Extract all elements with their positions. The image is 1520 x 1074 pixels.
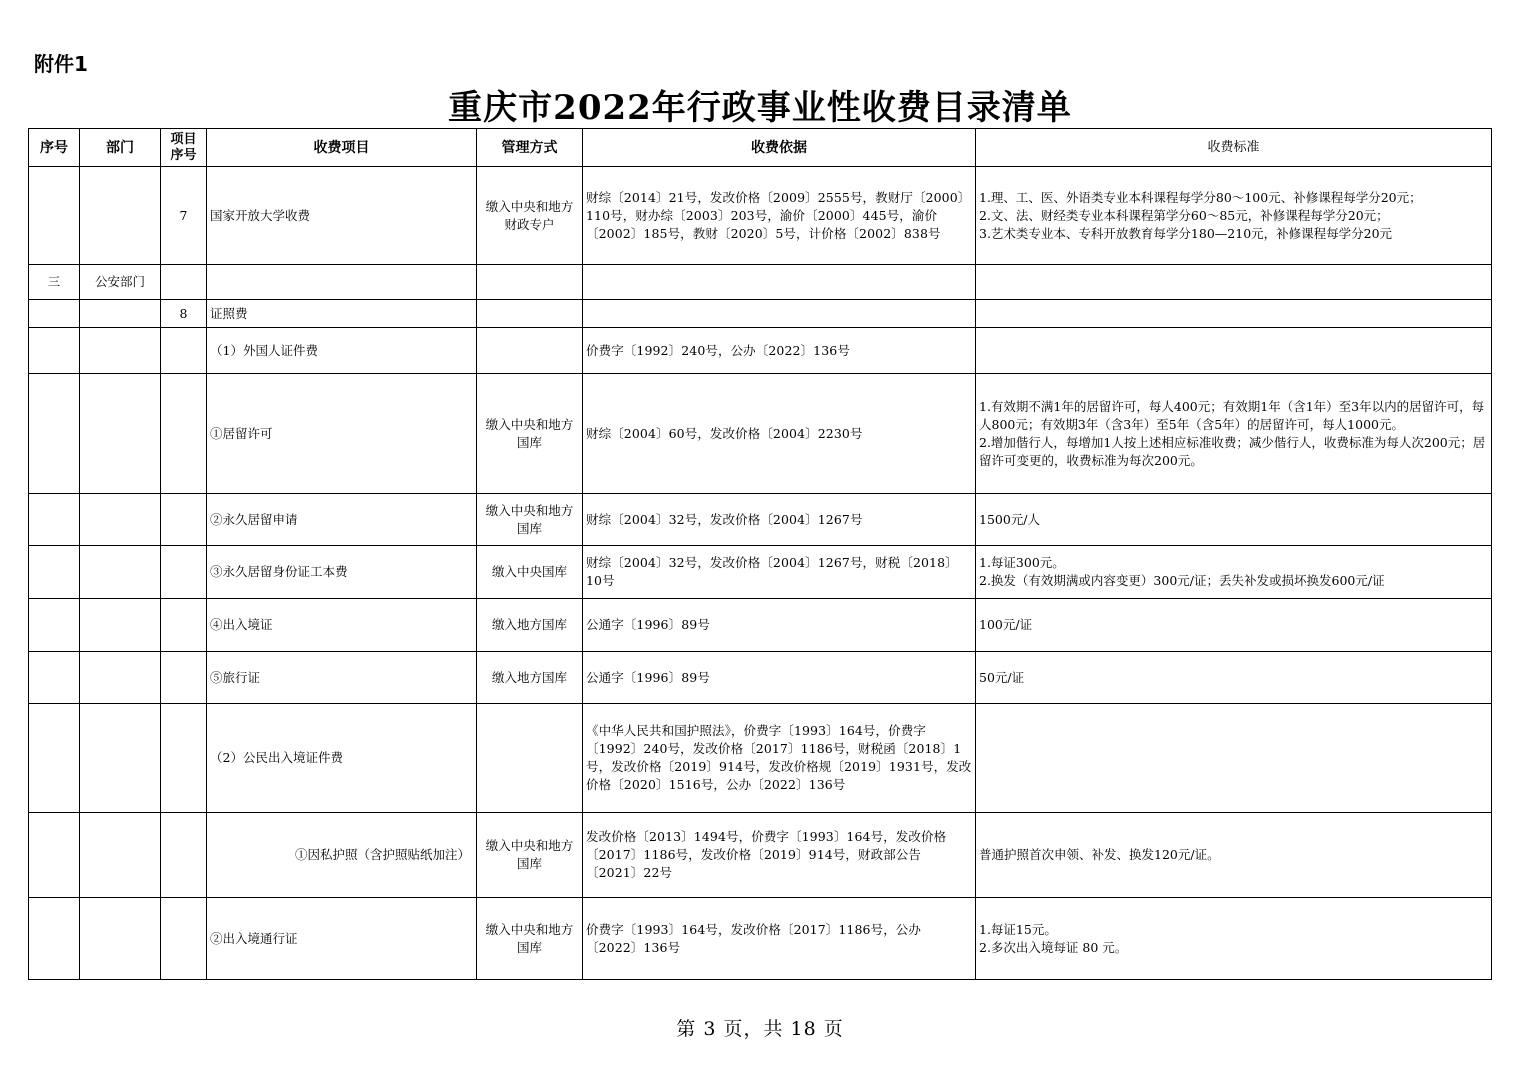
header-basis: 收费依据 [583,129,976,167]
cell-mgmt [477,265,583,300]
table-header-row [29,129,1492,167]
cell-mgmt: 缴入中央和地方国库 [477,813,583,898]
cell-basis: 公通字〔1996〕89号 [583,652,976,704]
cell-standard [976,328,1492,374]
page-footer: 第 3 页，共 18 页 [676,1018,844,1040]
cell-item: 国家开放大学收费 [207,167,477,265]
cell-dept: 公安部门 [80,265,161,300]
cell-item: ②永久居留申请 [207,494,477,546]
table-row [29,813,1492,898]
header-seq: 序号 [29,129,80,167]
cell-standard: 50元/证 [976,652,1492,704]
cell-item-seq: 8 [161,300,207,328]
cell-seq [29,599,80,652]
cell-dept [80,494,161,546]
cell-dept [80,546,161,599]
table-row [29,300,1492,328]
cell-item-seq [161,546,207,599]
cell-basis: 财综〔2014〕21号，发改价格〔2009〕2555号，教财厅〔2000〕110号，财办综〔2003〕203号，渝价〔2000〕445号，渝价〔2002〕185号，教财〔2020〕5号，计价格〔2002〕838号 [583,167,976,265]
cell-seq [29,704,80,813]
cell-seq: 三 [29,265,80,300]
cell-item-seq [161,494,207,546]
cell-item: ①居留许可 [207,374,477,494]
cell-dept [80,599,161,652]
cell-standard [976,265,1492,300]
header-item-seq: 项目 序号 [161,129,207,167]
cell-seq [29,167,80,265]
cell-seq [29,652,80,704]
cell-item-seq: 7 [161,167,207,265]
cell-standard [976,704,1492,813]
cell-dept [80,898,161,980]
cell-item: 证照费 [207,300,477,328]
cell-seq [29,546,80,599]
cell-item-seq [161,265,207,300]
cell-standard: 1.有效期不满1年的居留许可，每人400元；有效期1年（含1年）至3年以内的居留许可，每人800元；有效期3年（含3年）至5年（含5年）的居留许可，每人1000元。 2.增加偕行人，每增加1人按上述相应标准收费；减少偕行人，收费标准为每人次200元；居留许可变更的，收费标准为每次200元。 [976,374,1492,494]
fee-catalog-table [28,128,1492,980]
cell-basis: 公通字〔1996〕89号 [583,599,976,652]
cell-standard: 1500元/人 [976,494,1492,546]
cell-item-seq [161,813,207,898]
header-standard: 收费标准 [976,129,1492,167]
attachment-label: 附件1 [34,52,88,76]
table-row [29,652,1492,704]
cell-mgmt: 缴入中央和地方财政专户 [477,167,583,265]
cell-item: ③永久居留身份证工本费 [207,546,477,599]
cell-basis [583,300,976,328]
cell-seq [29,374,80,494]
cell-dept [80,652,161,704]
cell-standard: 1.每证15元。 2.多次出入境每证 80 元。 [976,898,1492,980]
cell-basis: 《中华人民共和国护照法》，价费字〔1993〕164号，价费字〔1992〕240号，发改价格〔2017〕1186号，财税函〔2018〕1号，发改价格〔2019〕914号，发改价格规〔2019〕1931号，发改价格〔2020〕1516号，公办〔2022〕136号 [583,704,976,813]
cell-item-seq [161,374,207,494]
header-dept: 部门 [80,129,161,167]
cell-seq [29,813,80,898]
cell-seq [29,494,80,546]
table-row [29,374,1492,494]
cell-mgmt: 缴入中央和地方国库 [477,374,583,494]
table-row [29,599,1492,652]
table-row [29,494,1492,546]
cell-mgmt [477,704,583,813]
table-row [29,546,1492,599]
cell-dept [80,167,161,265]
cell-standard: 1.每证300元。 2.换发（有效期满或内容变更）300元/证；丢失补发或损坏换发600元/证 [976,546,1492,599]
cell-item: ①因私护照（含护照贴纸加注） [207,813,477,898]
cell-item-seq [161,704,207,813]
cell-item-seq [161,328,207,374]
cell-dept [80,300,161,328]
header-mgmt: 管理方式 [477,129,583,167]
cell-basis: 价费字〔1992〕240号，公办〔2022〕136号 [583,328,976,374]
cell-dept [80,328,161,374]
cell-dept [80,813,161,898]
cell-item: ②出入境通行证 [207,898,477,980]
cell-item-seq [161,652,207,704]
cell-mgmt: 缴入中央和地方国库 [477,494,583,546]
cell-dept [80,704,161,813]
table-row [29,898,1492,980]
header-item: 收费项目 [207,129,477,167]
cell-mgmt: 缴入中央国库 [477,546,583,599]
document-title: 重庆市2022年行政事业性收费目录清单 [448,88,1072,128]
cell-dept [80,374,161,494]
cell-mgmt: 缴入地方国库 [477,599,583,652]
cell-mgmt [477,300,583,328]
cell-item-seq [161,898,207,980]
cell-standard: 普通护照首次申领、补发、换发120元/证。 [976,813,1492,898]
table-row [29,167,1492,265]
cell-basis: 财综〔2004〕32号，发改价格〔2004〕1267号，财税〔2018〕10号 [583,546,976,599]
cell-seq [29,328,80,374]
cell-mgmt: 缴入中央和地方国库 [477,898,583,980]
cell-standard: 1.理、工、医、外语类专业本科课程每学分80～100元、补修课程每学分20元； 2.文、法、财经类专业本科课程第学分60～85元，补修课程每学分20元； 3.艺术类专业本、专科开放教育每学分180—210元，补修课程每学分20元 [976,167,1492,265]
cell-item-seq [161,599,207,652]
cell-basis: 发改价格〔2013〕1494号，价费字〔1993〕164号，发改价格〔2017〕1186号，发改价格〔2019〕914号，财政部公告〔2021〕22号 [583,813,976,898]
cell-basis [583,265,976,300]
cell-basis: 财综〔2004〕32号，发改价格〔2004〕1267号 [583,494,976,546]
cell-item: （1）外国人证件费 [207,328,477,374]
cell-item: ⑤旅行证 [207,652,477,704]
table-row [29,328,1492,374]
table-row [29,265,1492,300]
cell-item: （2）公民出入境证件费 [207,704,477,813]
cell-seq [29,898,80,980]
cell-mgmt: 缴入地方国库 [477,652,583,704]
cell-item: ④出入境证 [207,599,477,652]
cell-standard [976,300,1492,328]
table-row [29,704,1492,813]
cell-basis: 价费字〔1993〕164号，发改价格〔2017〕1186号，公办〔2022〕136号 [583,898,976,980]
cell-standard: 100元/证 [976,599,1492,652]
cell-seq [29,300,80,328]
cell-basis: 财综〔2004〕60号，发改价格〔2004〕2230号 [583,374,976,494]
cell-mgmt [477,328,583,374]
cell-item [207,265,477,300]
